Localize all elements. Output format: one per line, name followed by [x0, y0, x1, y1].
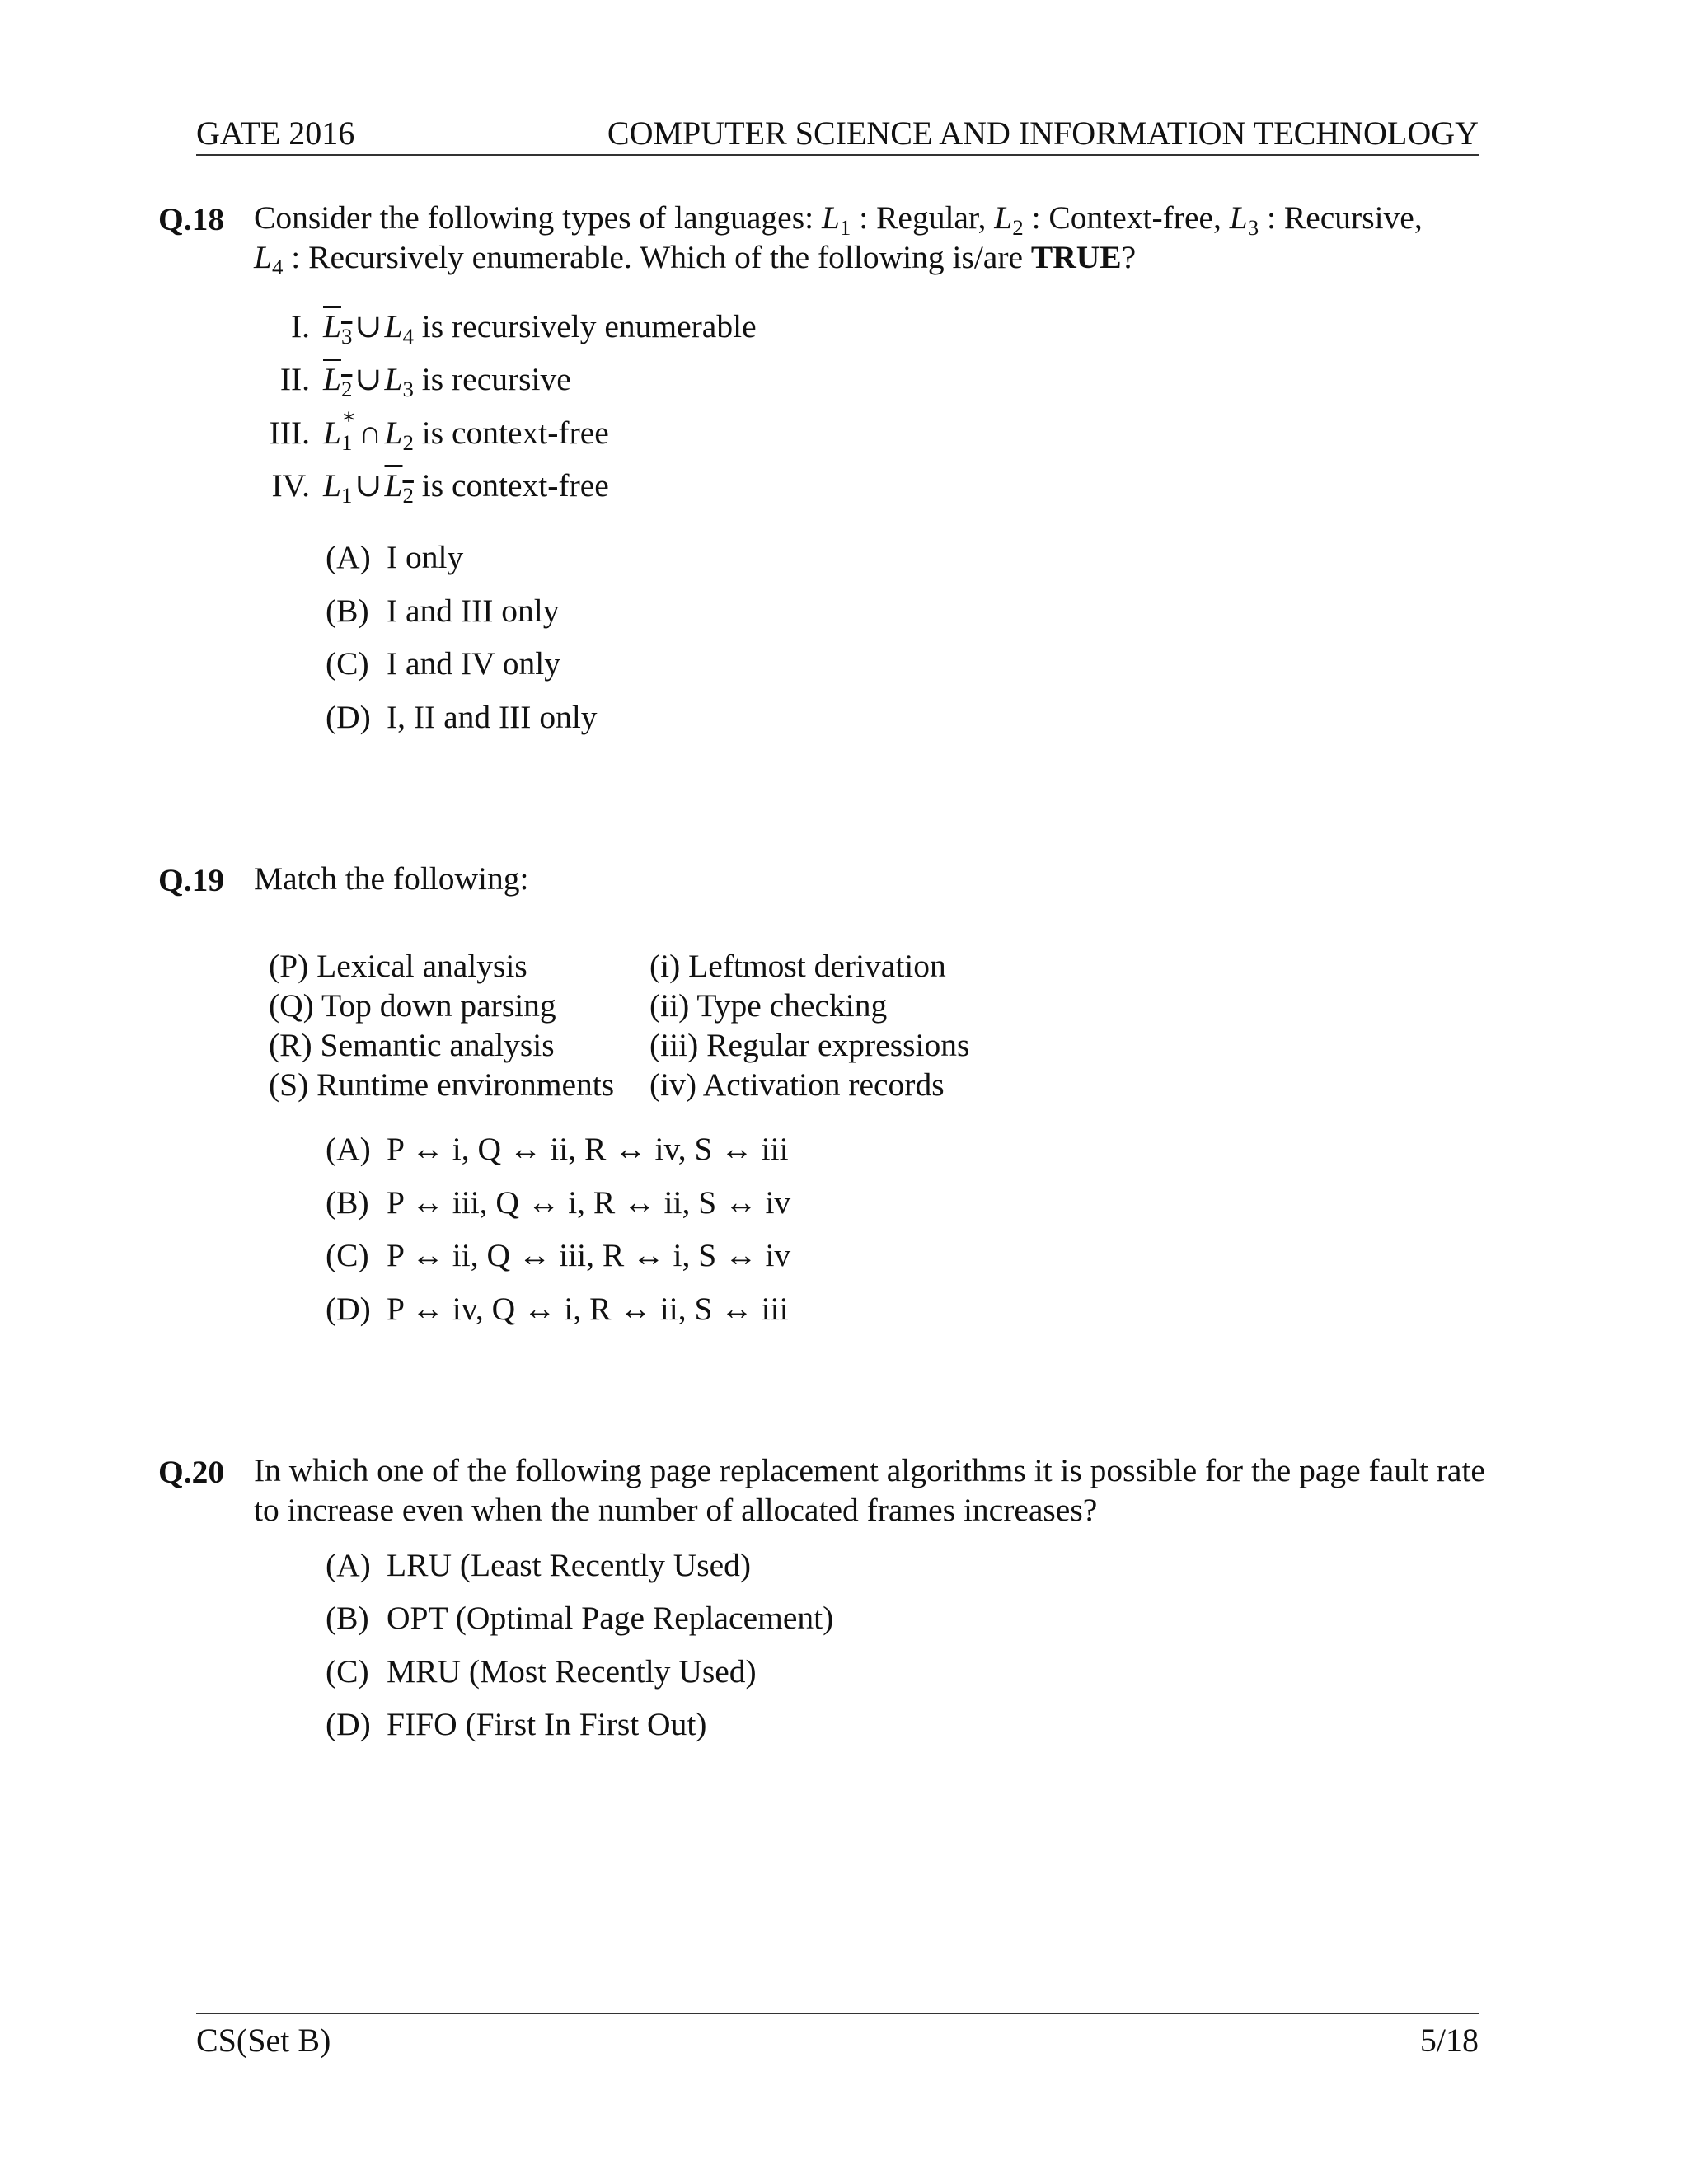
- q19-option-a[interactable]: (A) P ↔ i, Q ↔ ii, R ↔ iv, S ↔ iii: [326, 1131, 789, 1167]
- q19-prompt: Match the following:: [254, 860, 529, 897]
- match-item-q: (Q) Top down parsing: [269, 987, 556, 1024]
- match-item-ii: (ii) Type checking: [649, 987, 888, 1024]
- q18-statement-1: I. $L_3\cup L_4$ is recursively enumerable: [290, 308, 757, 349]
- match-item-s: (S) Runtime environments: [269, 1066, 615, 1103]
- complement-L3: $L_3$: [323, 308, 353, 349]
- q19-left-column: [269, 946, 614, 1104]
- footer-left: CS(Set B): [196, 2022, 331, 2059]
- q20-line1: In which one of the following page replacement algorithms it is possible for the page fault rate: [254, 1452, 1485, 1488]
- q18-option-c[interactable]: (C) I and IV only: [326, 645, 561, 682]
- q18-statement-3: III. L ∗ $_1$ $\cap L_2$ is context-free: [269, 404, 609, 456]
- q20-option-d[interactable]: (D) FIFO (First In First Out): [326, 1706, 707, 1742]
- page-number: 5/18: [1419, 2022, 1479, 2059]
- q19-number: Q.19: [158, 862, 225, 898]
- match-item-iii: (iii) Regular expressions: [649, 1027, 970, 1063]
- match-item-i: (i) Leftmost derivation: [649, 948, 946, 984]
- match-item-iv: (iv) Activation records: [649, 1066, 945, 1103]
- q18-option-b[interactable]: (B) I and III only: [326, 593, 560, 629]
- q19-right-column: [649, 946, 969, 1104]
- q18-statement-2: II. $L_2\cup L_3$ is recursive: [279, 361, 571, 402]
- match-item-r: (R) Semantic analysis: [269, 1027, 555, 1063]
- q20-option-c[interactable]: (C) MRU (Most Recently Used): [326, 1653, 757, 1690]
- header-right: COMPUTER SCIENCE AND INFORMATION TECHNOLOGY: [607, 115, 1479, 152]
- q19-option-b[interactable]: (B) P ↔ iii, Q ↔ i, R ↔ ii, S ↔ iv: [326, 1184, 791, 1221]
- header-left: GATE 2016: [196, 115, 355, 152]
- q18-line1: Consider the following types of languages: $L_1$ : Regular, $L_2$ : Context-free, $L_3$ : Recursive,: [254, 199, 1423, 241]
- q18-option-d[interactable]: (D) I, II and III only: [326, 699, 598, 735]
- q18-option-a[interactable]: (A) I only: [326, 539, 464, 575]
- q20-option-b[interactable]: (B) OPT (Optimal Page Replacement): [326, 1600, 834, 1636]
- q19-option-d[interactable]: (D) P ↔ iv, Q ↔ i, R ↔ ii, S ↔ iii: [326, 1291, 789, 1327]
- q20-option-a[interactable]: (A) LRU (Least Recently Used): [326, 1547, 752, 1583]
- q18-statement-4: IV. $L_1\cup L_2$ is context-free: [271, 467, 609, 509]
- header-rule: [196, 154, 1479, 156]
- complement-L2: $L_2$: [384, 467, 414, 509]
- footer-rule: [196, 2013, 1479, 2014]
- q20-line2: to increase even when the number of allocated frames increases?: [254, 1492, 1098, 1528]
- match-item-p: (P) Lexical analysis: [269, 948, 528, 984]
- q19-option-c[interactable]: (C) P ↔ ii, Q ↔ iii, R ↔ i, S ↔ iv: [326, 1237, 791, 1273]
- complement-L2: $L_2$: [323, 361, 353, 402]
- q20-number: Q.20: [158, 1454, 225, 1490]
- q18-number: Q.18: [158, 201, 225, 237]
- q18-line2: $L_4$ : Recursively enumerable. Which of the following is/are TRUE?: [254, 239, 1137, 280]
